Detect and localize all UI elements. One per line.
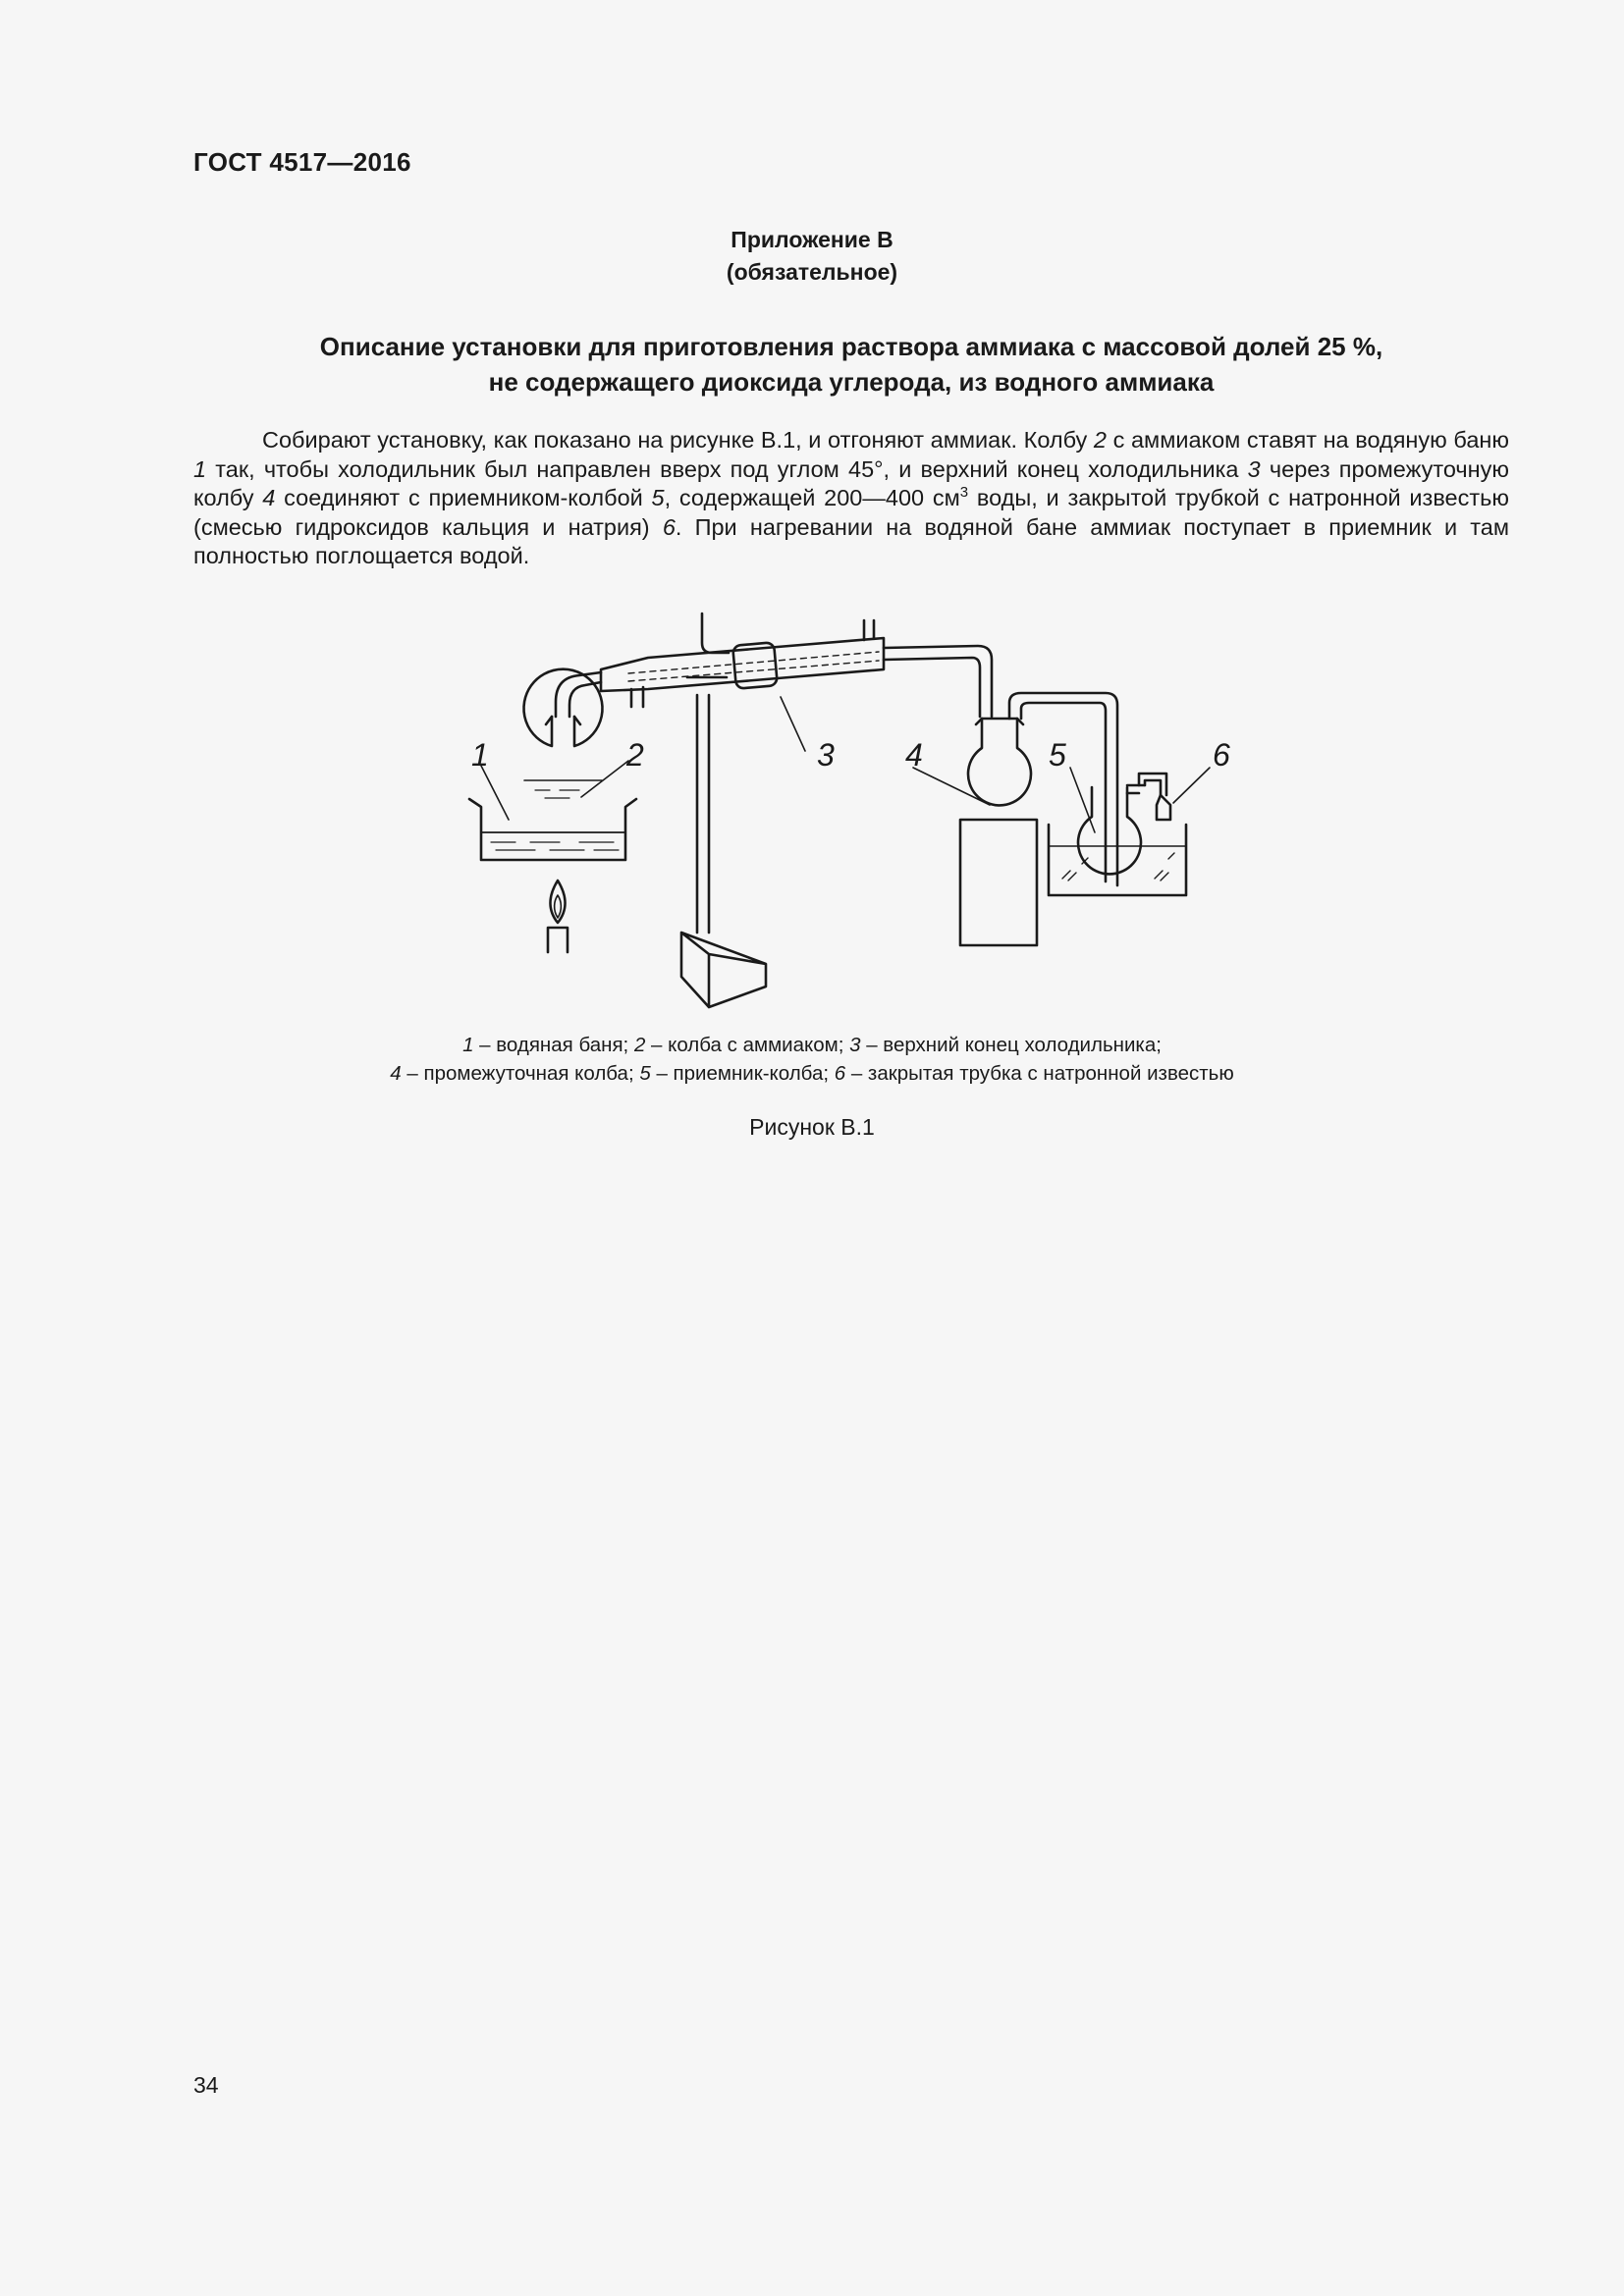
page-number: 34: [193, 2072, 219, 2098]
label-2: 2: [626, 737, 644, 773]
label-6: 6: [1213, 737, 1230, 773]
delivery-tube: [884, 646, 992, 717]
caption-text: – закрытая трубка с натронной известью: [845, 1062, 1234, 1085]
caption-num: 4: [390, 1062, 402, 1085]
caption-num: 1: [462, 1034, 474, 1056]
figure-label: Рисунок В.1: [749, 1114, 875, 1140]
body-text-run: . При нагревании на водяной бане аммиак поступает в приемник и там полностью поглощается водой.: [193, 513, 1510, 568]
label-1: 1: [471, 737, 489, 773]
apparatus-diagram: [432, 599, 1296, 1011]
item-ref: 6: [662, 513, 676, 540]
item-ref: 2: [1093, 427, 1107, 453]
caption-line-1: [0, 1031, 1624, 1059]
connecting-tube: [556, 672, 601, 717]
soda-lime-tube: [1139, 774, 1170, 820]
appendix-title: Приложение В: [731, 227, 893, 252]
caption-text: – верхний конец холодильника;: [860, 1034, 1162, 1056]
intermediate-flask: [960, 693, 1117, 945]
item-ref: 5: [651, 485, 665, 510]
body-text-run: , содержащей 200—400 см: [664, 485, 960, 510]
section-title-line-2: не содержащего диоксида углерода, из водного аммиака: [488, 367, 1215, 397]
label-5: 5: [1049, 737, 1066, 773]
caption-text: – приемник-колба;: [650, 1062, 835, 1085]
label-3: 3: [817, 737, 835, 773]
figure-caption: [0, 1031, 1624, 1088]
caption-num: 5: [639, 1062, 651, 1085]
caption-num: 6: [834, 1062, 846, 1085]
caption-num: 3: [849, 1034, 861, 1056]
document-header: ГОСТ 4517—2016: [193, 147, 411, 177]
label-4: 4: [905, 737, 923, 773]
superscript: 3: [959, 484, 969, 502]
item-ref: 4: [262, 485, 276, 510]
caption-text: – промежуточная колба;: [401, 1062, 640, 1085]
burner: [548, 881, 568, 952]
body-paragraph-container: [193, 426, 1509, 571]
item-ref: 1: [193, 455, 207, 482]
caption-text: – водяная баня;: [473, 1034, 634, 1056]
body-text-run: соединяют с приемником-колбой: [275, 485, 652, 510]
body-text-run: воды, и закрытой трубкой с натронной известью (смесью гидроксидов кальция и натрия): [193, 485, 1509, 540]
body-paragraph: [193, 426, 1509, 571]
water-bath: [469, 799, 636, 860]
appendix-heading: [0, 224, 1624, 289]
condenser: [601, 620, 884, 707]
flask-with-ammonia: [524, 669, 603, 798]
body-text-run: через промежуточную колбу: [193, 455, 1509, 510]
appendix-status: (обязательное): [726, 259, 898, 285]
lab-stand: [681, 614, 766, 1007]
item-ref: 3: [1247, 455, 1261, 482]
body-text-run: Собирают установку, как показано на рисунке В.1, и отгоняют аммиак. Колбу: [262, 427, 1094, 453]
caption-text: – колба с аммиаком;: [645, 1034, 850, 1056]
section-title: [193, 329, 1509, 400]
section-title-line-1: Описание установки для приготовления раствора аммиака с массовой долей 25 %,: [319, 332, 1383, 361]
body-text-run: так, чтобы холодильник был направлен вверх под углом 45°, и верхний конец холодильника: [206, 455, 1248, 482]
leader-lines: [481, 697, 1210, 832]
caption-num: 2: [633, 1034, 646, 1056]
body-text-run: с аммиаком ставят на водяную баню: [1107, 427, 1509, 453]
caption-line-2: [0, 1059, 1624, 1088]
